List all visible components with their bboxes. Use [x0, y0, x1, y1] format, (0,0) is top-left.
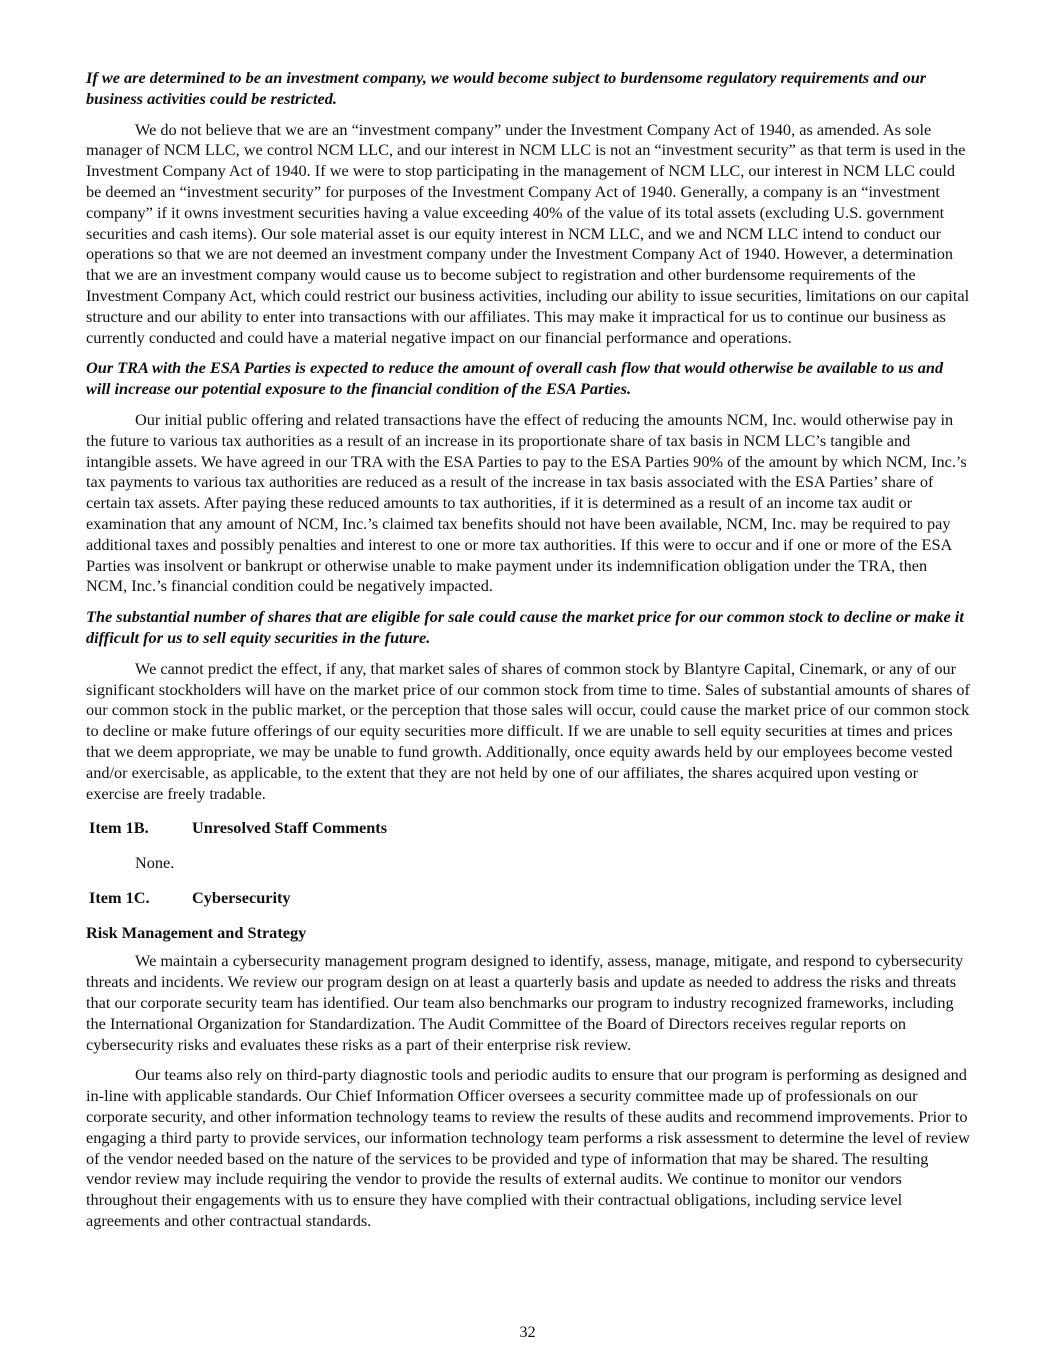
page-number: 32: [519, 1322, 536, 1341]
document-page: [86, 68, 970, 1242]
risk-body-shares-eligible: We cannot predict the effect, if any, that market sales of shares of common stock by Blantyre Capital, Cinemark, or any of our significant stockholders will have on the market price of our common stock from time to time. Sales of substantial amounts of shares of our common stock in the public market, or the perception that those sales will occur, could cause the market price of our common stock to decline or make future offerings of our equity securities more difficult. If we are unable to sell equity securities at times and prices that we deem appropriate, we may be unable to fund growth. Additionally, once equity awards held by our employees become vested and/or exercisable, as applicable, to the extent that they are not held by one of our affiliates, the shares acquired upon vesting or exercise are freely tradable.: [86, 658, 970, 803]
item-1b-body: None.: [135, 853, 175, 873]
risk-heading-tra: Our TRA with the ESA Parties is expected to reduce the amount of overall cash flow that would otherwise be available to us and will increase our potential exposure to the financial condition of the ESA Parties.: [86, 358, 944, 399]
risk-heading-investment-company: If we are determined to be an investment company, we would become subject to burdensome regulatory requirements and our business activities could be restricted.: [86, 68, 927, 108]
risk-body-tra: Our initial public offering and related transactions have the effect of reducing the amounts NCM, Inc. would otherwise pay in the future to various tax authorities as a result of an increase in its proportionate share of tax basis in NCM LLC’s tangible and intangible assets. We have agreed in our TRA with the ESA Parties to pay to the ESA Parties 90% of the amount by which NCM, Inc.’s tax payments to various tax authorities are reduced as a result of the increase in tax basis associated with the ESA Parties’ share of certain tax assets. After paying these reduced amounts to tax authorities, if it is determined as a result of an income tax audit or examination that any amount of NCM, Inc.’s claimed tax benefits should not have been available, NCM, Inc. may be required to pay additional taxes and possibly penalties and interest to one or more tax authorities. If this were to occur and if one or more of the ESA Parties was insolvent or bankrupt or otherwise unable to make payment under its indemnification obligation under the TRA, then NCM, Inc.’s financial condition could be negatively impacted.: [86, 409, 967, 596]
item-1c-number: Item 1C.: [89, 887, 150, 907]
risk-heading-shares-eligible: The substantial number of shares that are eligible for sale could cause the market price for our common stock to decline or make it difficult for us to sell equity securities in the future.: [86, 607, 964, 647]
risk-management-heading: Risk Management and Strategy: [86, 922, 307, 942]
item-1b-number: Item 1B.: [89, 818, 149, 838]
risk-body-investment-company: We do not believe that we are an “investment company” under the Investment Company Act of 1940, as amended. As sole manager of NCM LLC, we control NCM LLC, and our interest in NCM LLC is not an “investment security” as that term is used in the Investment Company Act of 1940. If we were to stop participating in the management of NCM LLC, our interest in NCM LLC could be deemed an “investment security” for purposes of the Investment Company Act of 1940. Generally, a company is an “investment company” if it owns investment securities having a value exceeding 40% of the value of its total assets (excluding U.S. government securities and cash items). Our sole material asset is our equity interest in NCM LLC, and we and NCM LLC intend to conduct our operations so that we are not deemed an investment company under the Investment Company Act of 1940. However, a determination that we are an investment company would cause us to become subject to registration and other burdensome requirements of the Investment Company Act, which could restrict our business activities, including our ability to issue securities, limitations on our capital structure and our ability to enter into transactions with our affiliates. This may make it impractical for us to continue our business as currently conducted and could have a material negative impact on our financial performance and operations.: [86, 119, 970, 347]
item-1c-heading: [89, 888, 970, 909]
item-1c-title: Cybersecurity: [192, 887, 291, 907]
item-1b-title: Unresolved Staff Comments: [192, 818, 388, 838]
cybersecurity-paragraph-2: Our teams also rely on third-party diagnostic tools and periodic audits to ensure that our program is performing as designed and in-line with applicable standards. Our Chief Information Officer oversees a security committee made up of professionals on our corporate security, and other information technology teams to review the results of these audits and recommend improvements. Prior to engaging a third party to provide services, our information technology team performs a risk assessment to determine the level of review of the vendor needed based on the nature of the services to be provided and type of information that may be shared. The resulting vendor review may include requiring the vendor to provide the results of external audits. We continue to monitor our vendors throughout their engagements with us to ensure they have complied with their contractual obligations, including service level agreements and other contractual standards.: [86, 1065, 970, 1231]
cybersecurity-paragraph-1: We maintain a cybersecurity management program designed to identify, assess, manage, mitigate, and respond to cybersecurity threats and incidents. We review our program design on at least a quarterly basis and update as needed to address the risks and threats that our corporate security team has identified. Our team also benchmarks our program to industry recognized frameworks, including the International Organization for Standardization. The Audit Committee of the Board of Directors receives regular reports on cybersecurity risks and evaluates these risks as a part of their enterprise risk review.: [86, 951, 964, 1054]
item-1b-heading: [89, 818, 970, 839]
